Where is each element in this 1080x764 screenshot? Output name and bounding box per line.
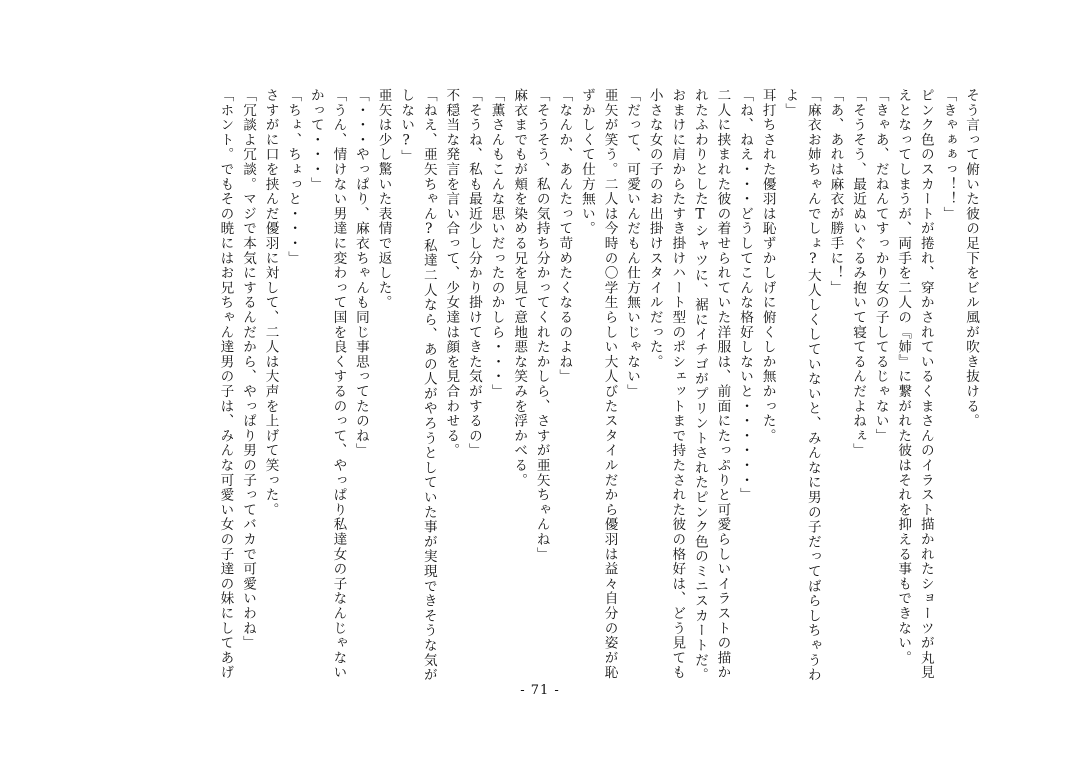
page-number: - 71 -	[520, 683, 560, 698]
text-line: 「そうそう、私の気持ち分かってくれたかしら、さすが亜矢ちゃんね」	[533, 88, 550, 562]
text-line: 小さな女の子のお出掛けスタイルだった。	[646, 88, 663, 370]
text-line: 耳打ちされた優羽は恥ずかしげに俯くしか無かった。	[759, 88, 776, 444]
text-line: 「・・・やっぱり、麻衣ちゃんも同じ事思ってたのね」	[352, 88, 369, 458]
text-line: 「そうそう、最近ぬいぐるみ抱いて寝てるんだよねぇ」	[850, 88, 867, 458]
text-line: ずかしくて仕方無い。	[578, 88, 595, 236]
text-line: 不穏当な発言を言い合って、少女達は顔を見合わせる。	[443, 88, 460, 458]
text-line: 亜矢は少し驚いた表情で返した。	[375, 88, 392, 310]
text-line: 「ホント。でもその暁にはお兄ちゃん達男の子は、みんな可愛い女の子達の妹にしてあげ	[217, 88, 234, 680]
text-line: 「だって、可愛いんだもん仕方無いじゃない」	[624, 88, 641, 399]
text-line: しない?」	[398, 88, 415, 165]
text-line: よ」	[782, 88, 799, 118]
text-line: かって・・・」	[307, 88, 324, 192]
text-line: 「ね、ねえ・・・どうしてこんな格好しないと・・・・・・」	[737, 88, 754, 503]
text-line: ピンク色のスカートが捲れ、穿かされているくまさんのイラスト描かれたショーツが丸見	[917, 88, 934, 680]
text-line: おまけに肩からたすき掛けハート型のポシェットまで持たされた彼の格好は、どう見ても	[669, 88, 686, 680]
text-line: さすがに口を挟んだ優羽に対して、二人は大声を上げて笑った。	[262, 88, 279, 518]
text-line: 「うん、情けない男達に変わって国を良くするのって、やっぱり私達女の子なんじゃない	[330, 88, 347, 680]
text-line: 亜矢が笑う。二人は今時の〇学生らしい大人びたスタイルだから優羽は益々自分の姿が恥	[601, 88, 618, 680]
text-line: 「ちょ、ちょっと・・・」	[285, 88, 302, 266]
text-line: 二人に挟まれた彼の着せられていた洋服は、前面にたっぷりと可愛らしいイラストの描か	[714, 88, 731, 680]
text-line: 「ねえ、亜矢ちゃん?私達二人なら、あの人がやろうとしていた事が実現できそうな気が	[420, 88, 437, 683]
text-line: 「なんか、あんたって苛めたくなるのよね」	[556, 88, 573, 384]
text-line: れたふわりとしたTシャツに、裾にイチゴがプリントされたピンク色のミニスカートだ。	[691, 88, 708, 683]
body-text	[82, 88, 982, 708]
text-line: 「冗談よ冗談。マジで本気にするんだから、やっぱり男の子ってバカで可愛いわね」	[240, 88, 256, 651]
text-line: えとなってしまうが、両手を二人の『姉』に繋がれた彼はそれを抑える事もできない。	[895, 88, 912, 666]
text-line: 「薫さんもこんな思いだったのかしら・・・」	[488, 88, 505, 399]
text-line: 「麻衣お姉ちゃんでしょ?大人しくしていないと、みんなに男の子だってばらしちゃうわ	[804, 88, 821, 683]
text-line: 麻衣までもが頬を染める兄を見て意地悪な笑みを浮かべる。	[511, 88, 528, 488]
text-line: 「そうね、私も最近少し分かり掛けてきた気がするの」	[465, 88, 482, 458]
text-line: 「あ、あれは麻衣が勝手に！」	[827, 88, 844, 296]
text-line: そう言って俯いた彼の足下をビル風が吹き抜ける。	[963, 88, 979, 429]
text-line: 「きゃぁぁっ！！」	[940, 88, 957, 222]
text-line: 「きゃあ、だねんてすっかり女の子してるじゃない」	[872, 88, 889, 444]
